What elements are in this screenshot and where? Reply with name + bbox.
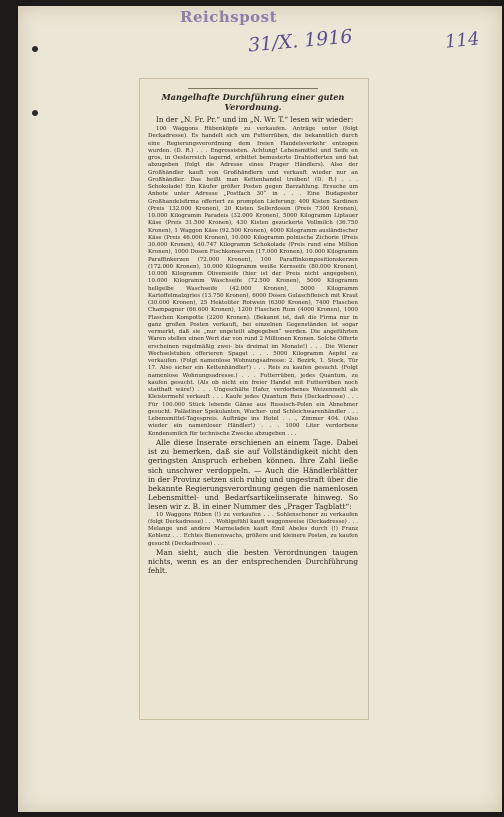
punch-hole [32,110,38,116]
article-lead: In der „N. Fr. Pr.“ und im „N. Wr. T.“ lesen wir wieder: [156,115,354,125]
punch-hole [32,46,38,52]
handwritten-date: 31/X. 1916 [247,25,354,57]
article-title: Mangelhafte Durchführung einer guten Verordnung. [161,92,345,112]
newspaper-masthead: Reichspost [180,8,278,26]
article-conclusion: Man sieht, auch die besten Verordnungen taugen nichts, wenn es an der entsprechenden Durchführung fehlt. [148,547,358,576]
separator-rule [188,88,318,89]
article [148,85,358,575]
article-paragraph: Alle diese Inserate erschienen an einem Tage. Dabei ist zu bemerken, daß sie auf Vollständigkeit nicht den geringsten Anspruch erheben können. Ihre Zahl ließe sich unschwer verdoppeln. — Auch die Händlerblätter in der Provinz setzen sich ruhig und ungestraft über die bekannte Regierungsverordnung gegen die namenlosen Lebensmittel- und Bedarfsartikelinserate hinweg. So lesen wir z. B. in einer Nummer des „Prager Tagblatt“: [148,437,358,512]
handwritten-shelfmark: 114 [443,28,481,53]
article-quotes: 10 Waggons Rüben (!) zu verkaufen . . . Sohlenschoner zu verkaufen (folgt Deckadresse) . . . Wohlgefühl kauft waggonweise (Deckadresse) . . . Melange und andere Marmeladen kauft Emil Abeles durch (!) Franz Kohlenz . . . Echtes Bienenwachs, größere und kleinere Posten, zu kaufen gesucht (Deckadresse) . . . [148,511,358,547]
article-body: 100 Waggons Rübenköpfe zu verkaufen. Anträge unter (folgt Deckadresse). Es handelt sich um Futterrüben, die bekanntlich durch eine Regierungsverordnung dem freien Handelsverkehr entzogen wurden. (D. R.) . . . Engrossisten. Achtung! Lebensmittel und Seife en gros, in Oesterreich lagernd, erbittet bemusterte Drahtofferten und hat abzugeben (folgt die Adresse eines Prager Händlers). Also der Großhändler kauft von Großhändlern und verkauft wieder nur an Großhändler. Das heißt man Kettenhandel treiben! (D. R.) . . . Schokolade! Ein Käufer größer Posten gegen Barzahlung. Ersuche um Anbote unter Adresse „Postfach 30“ in . . . Eine Budapester Großhandelsfirma offeriert zu prompten Lieferung: 400 Kisten Sardinen (Preis 132.000 Kronen), 20 Kisten Sellerdosen (Preis 7300 Kronen), 10.000 Kilogramm Paradeis (32.000 Kronen), 5000 Kilogramm Liptauer Käse (Preis 31.500 Kronen), 430 Kisten gezuckerte Vollmilch (36.750 Kronen), 1 Waggon Käse (92.500 Kronen), 4000 Kilogramm ausländischer Käse (Preis 46.000 Kronen), 10.000 Kilogramm polnische Zichorie (Preis 30.000 Kronen), 40.747 Kilogramm Schokolade (Preis rund eine Million Kronen), 1000 Dosen Fischkonserven (17.000 Kronen), 10.000 Kilogramm Paraffinkerzen (72.000 Kronen), 100 Paraffinkompositionskerzen (172.000 Kronen), 10.000 Kilogramm weiße Kernseife (80.000 Kronen), 10.000 Kilogramm Olivenseife (hier ist der Preis nicht angegeben), 10.000 Kilogramm Waschseife (72.500 Kronen), 5000 Kilogramm hellgelbe Waschseife (42.000 Kronen), 5000 Kilogramm Kartoffelmalzgries (13.750 Kronen), 6000 Dosen Gulaschfleisch mit Kraut (30.000 Kronen), 25 Hektoliter Rotwein (6300 Kronen), 7400 Flaschen Champagner (66.600 Kronen), 1200 Flaschen Rum (4000 Kronen), 1000 Flaschen Kompotte (2200 Kronen). (Bekannt ist, daß die Firma nur in ganz großen Posten verkauft, bei einzelnen Gegenständen ist sogar vermerkt, daß sie „nur ungeteilt abgegeben“ werden. Die angeführten Waren stellen einen Wert dar von rund 2 Millionen Kronen. Solche Offerte erscheinen regelmäßig zwei- bis dreimal im Monate!) . . . Die Wiener Wechselstuben offerieren Spagat . . . 5000 Kilogramm Aepfel zu verkaufen. (Folgt namenlose Wohnungsadresse: 2. Bezirk, 1. Stock, Tür 17. Also sicher ein Kettenhändler!) . . . Reis zu kaufen gesucht. (Folgt namenlose Wohnungsadresse.) . . . Futterrüben, jedes Quantum, zu kaufen gesucht. (Als ob nicht ein freier Handel mit Futterrüben noch statthaft wäre!) . . . Ungeschälte Hafer, verdorbenes Weizenmehl als Kleistermehl verkauft . . . Kaufe jedes Quantum Reis (Deckadresse) . . . Für 100.000 Stück lebende Gänse aus Russisch-Polen ein Abnehmer gesucht. Palästiner Spekulanten, Wucher- und Schleichwarenhändler . . . Lebensmittel-Tagespreis. Aufträge ins Hotel . . ., Zimmer 404. (Also wieder ein namenloser Händler!) . . . 1000 Liter verdorbene Kondensmilch für technische Zwecke abzugeben . . . [148,126,358,437]
